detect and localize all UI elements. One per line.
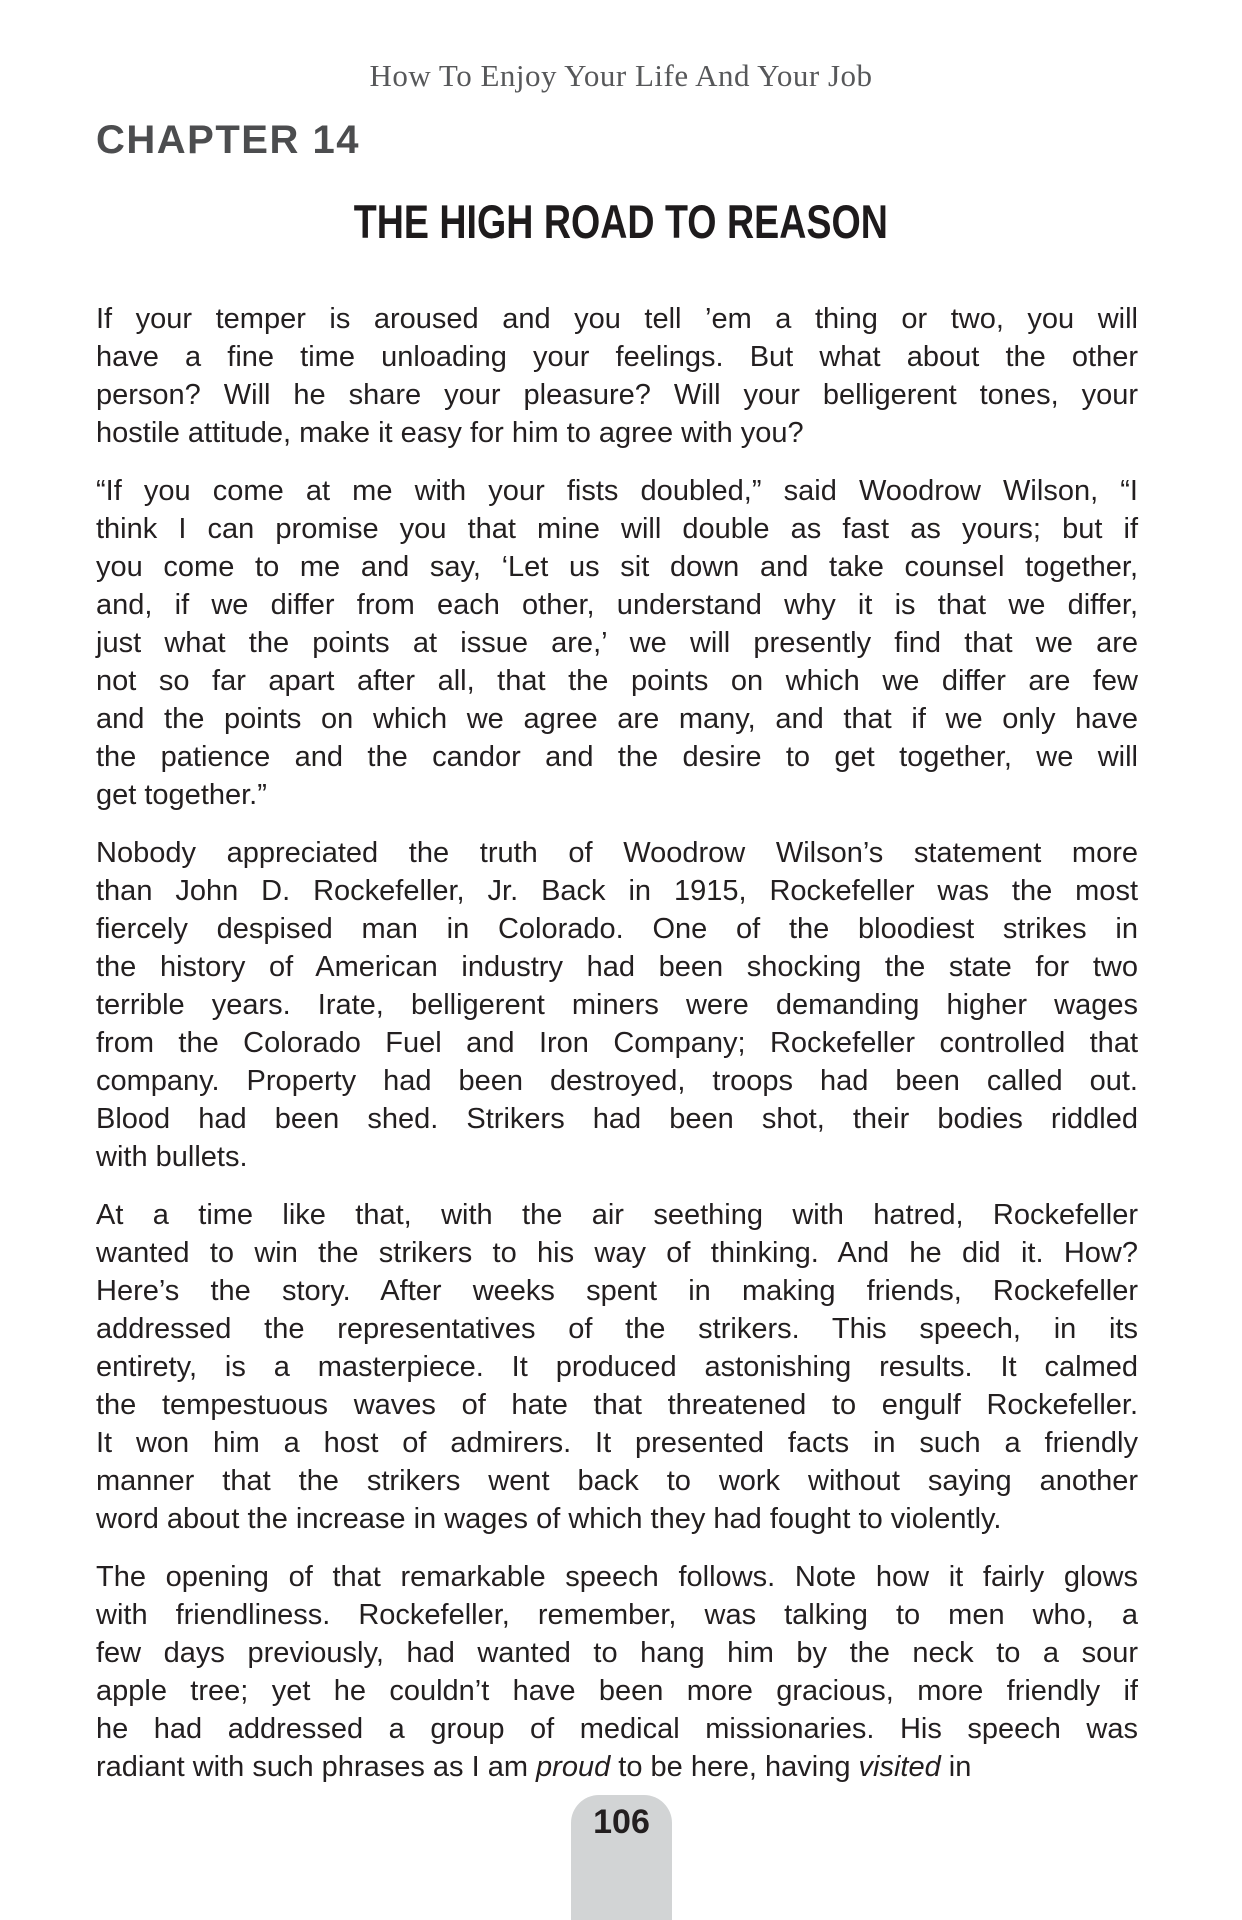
text-line: wanted to win the strikers to his way of thinking. And he did it. How? bbox=[96, 1237, 1138, 1269]
text-line: he had addressed a group of medical missionaries. His speech was bbox=[96, 1713, 1138, 1745]
paragraph bbox=[96, 834, 1138, 1176]
paragraph bbox=[96, 472, 1138, 814]
text-line: think I can promise you that mine will double as fast as yours; but if bbox=[96, 513, 1138, 545]
text-line: with bullets. bbox=[96, 1141, 248, 1173]
text-line: terrible years. Irate, belligerent miners were demanding higher wages bbox=[96, 989, 1138, 1021]
running-header: How To Enjoy Your Life And Your Job bbox=[369, 58, 873, 93]
chapter-label: CHAPTER 14 bbox=[96, 118, 360, 162]
text-line: person? Will he share your pleasure? Will your belligerent tones, your bbox=[96, 379, 1138, 411]
text-line: radiant with such phrases as I am proud to be here, having visited in bbox=[96, 1751, 972, 1783]
chapter-title-wrap bbox=[0, 194, 1242, 249]
chapter-title: THE HIGH ROAD TO REASON bbox=[353, 195, 889, 248]
text-line: It won him a host of admirers. It presented facts in such a friendly bbox=[96, 1427, 1138, 1459]
text-line: and, if we differ from each other, understand why it is that we differ, bbox=[96, 589, 1138, 621]
text-line: At a time like that, with the air seething with hatred, Rockefeller bbox=[96, 1199, 1138, 1231]
text-line: few days previously, had wanted to hang him by the neck to a sour bbox=[96, 1637, 1138, 1669]
text-line: If your temper is aroused and you tell ’em a thing or two, you will bbox=[96, 303, 1138, 335]
text-line: addressed the representatives of the strikers. This speech, in its bbox=[96, 1313, 1138, 1345]
text-line: the tempestuous waves of hate that threatened to engulf Rockefeller. bbox=[96, 1389, 1138, 1421]
text-line: than John D. Rockefeller, Jr. Back in 1915, Rockefeller was the most bbox=[96, 875, 1138, 907]
text-line: manner that the strikers went back to work without saying another bbox=[96, 1465, 1138, 1497]
text-line: just what the points at issue are,’ we will presently find that we are bbox=[96, 627, 1138, 659]
text-line: The opening of that remarkable speech follows. Note how it fairly glows bbox=[96, 1561, 1138, 1593]
text-line: word about the increase in wages of which they had fought to violently. bbox=[96, 1503, 1002, 1535]
text-line: Blood had been shed. Strikers had been shot, their bodies riddled bbox=[96, 1103, 1138, 1135]
text-line: hostile attitude, make it easy for him to agree with you? bbox=[96, 417, 804, 449]
text-line: the patience and the candor and the desire to get together, we will bbox=[96, 741, 1138, 773]
text-line: company. Property had been destroyed, troops had been called out. bbox=[96, 1065, 1138, 1097]
text-line: from the Colorado Fuel and Iron Company; Rockefeller controlled that bbox=[96, 1027, 1138, 1059]
text-line: fiercely despised man in Colorado. One of the bloodiest strikes in bbox=[96, 913, 1138, 945]
page-number: 106 bbox=[593, 1803, 650, 1841]
text-line: the history of American industry had been shocking the state for two bbox=[96, 951, 1138, 983]
paragraph bbox=[96, 1196, 1138, 1538]
body-text bbox=[96, 300, 1138, 1806]
text-line: entirety, is a masterpiece. It produced astonishing results. It calmed bbox=[96, 1351, 1138, 1383]
paragraph bbox=[96, 300, 1138, 452]
text-line: and the points on which we agree are many, and that if we only have bbox=[96, 703, 1138, 735]
text-line: have a fine time unloading your feelings. But what about the other bbox=[96, 341, 1138, 373]
text-line: with friendliness. Rockefeller, remember, was talking to men who, a bbox=[96, 1599, 1138, 1631]
text-line: Nobody appreciated the truth of Woodrow Wilson’s statement more bbox=[96, 837, 1138, 869]
text-line: Here’s the story. After weeks spent in making friends, Rockefeller bbox=[96, 1275, 1138, 1307]
text-line: apple tree; yet he couldn’t have been more gracious, more friendly if bbox=[96, 1675, 1138, 1707]
page-number-tab bbox=[571, 1795, 672, 1920]
text-line: get together.” bbox=[96, 779, 267, 811]
text-line: “If you come at me with your fists doubled,” said Woodrow Wilson, “I bbox=[96, 475, 1138, 507]
paragraph bbox=[96, 1558, 1138, 1786]
text-line: you come to me and say, ‘Let us sit down and take counsel together, bbox=[96, 551, 1138, 583]
text-line: not so far apart after all, that the points on which we differ are few bbox=[96, 665, 1138, 697]
